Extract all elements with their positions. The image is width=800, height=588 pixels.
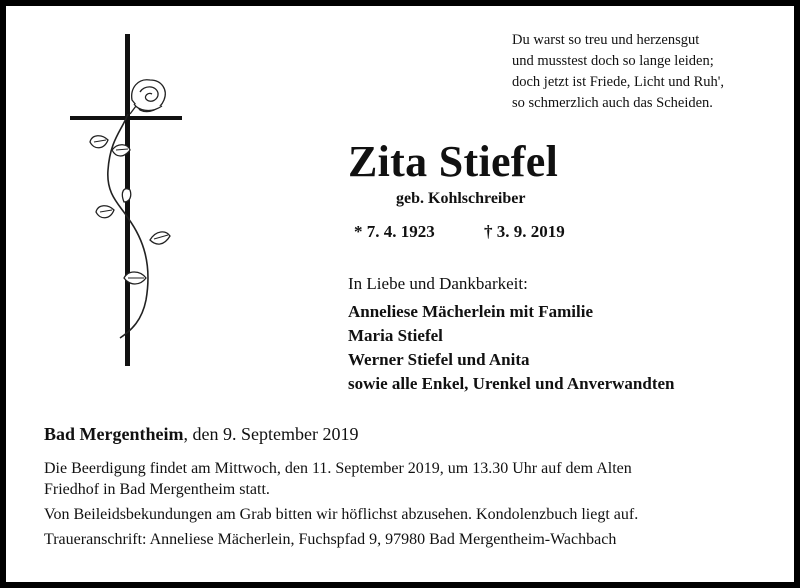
maiden-name: geb. Kohlschreiber [396, 190, 526, 207]
mourning-address: Traueranschrift: Anneliese Mächerlein, Fuchspfad 9, 97980 Bad Mergentheim-Wachbach [44, 531, 617, 548]
mourner-name: Anneliese Mächerlein mit Familie [348, 302, 594, 321]
mourner-name: sowie alle Enkel, Urenkel und Anverwandten [348, 374, 675, 393]
poem-line: doch jetzt ist Friede, Licht und Ruh', [512, 74, 725, 90]
mourners-list [348, 300, 675, 396]
dateline-date: , den 9. September 2019 [183, 424, 359, 444]
mourner-name: Werner Stiefel und Anita [348, 350, 530, 369]
funeral-info-line2: Friedhof in Bad Mergentheim statt. [44, 481, 270, 498]
poem-line: und musstest doch so lange leiden; [512, 53, 714, 69]
funeral-details [44, 458, 638, 554]
poem [512, 30, 724, 114]
obituary-notice [6, 6, 794, 582]
poem-line: Du warst so treu und herzensgut [512, 32, 700, 48]
mourners-intro: In Liebe und Dankbarkeit: [348, 274, 528, 293]
poem-line: so schmerzlich auch das Scheiden. [512, 95, 713, 111]
dateline-place: Bad Mergentheim [44, 424, 184, 444]
dateline [44, 424, 358, 445]
birth-date: * 7. 4. 1923 [354, 222, 435, 241]
funeral-info [44, 458, 638, 500]
death-date: † 3. 9. 2019 [484, 222, 565, 241]
funeral-info-line1: Die Beerdigung findet am Mittwoch, den 11. September 2019, um 13.30 Uhr auf dem Alten [44, 460, 632, 477]
mourner-name: Maria Stiefel [348, 326, 443, 345]
cross-with-rose-icon [62, 30, 192, 370]
deceased-name: Zita Stiefel [348, 137, 559, 186]
condolences-note: Von Beileidsbekundungen am Grab bitten wir höflichst abzusehen. Kondolenzbuch liegt auf. [44, 506, 639, 523]
